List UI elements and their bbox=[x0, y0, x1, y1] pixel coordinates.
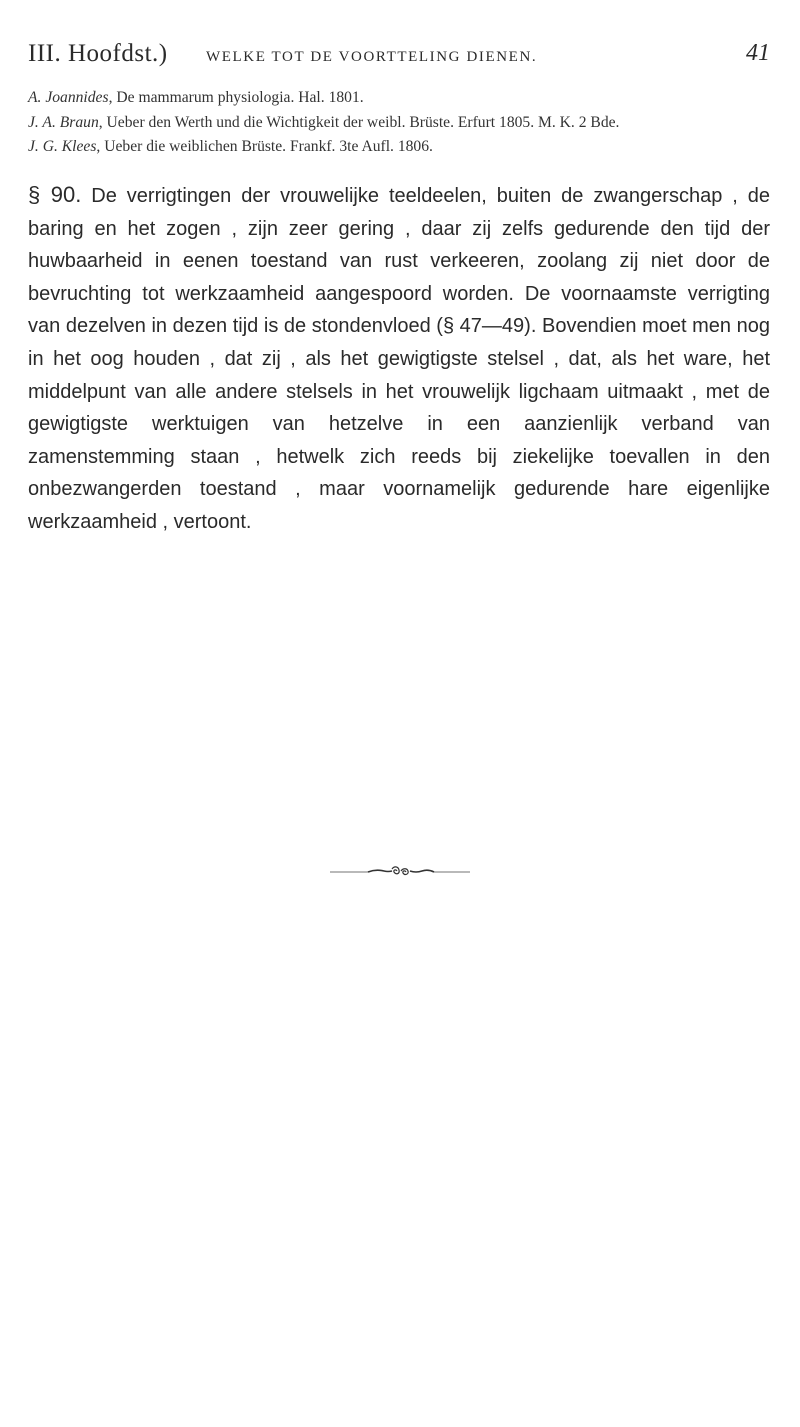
reference-details: , Ueber die weiblichen Brüste. Frankf. 3te Aufl. 1806. bbox=[96, 138, 433, 155]
reference-list bbox=[28, 86, 770, 160]
section-paragraph bbox=[28, 179, 770, 539]
typographic-rule-ornament-icon bbox=[330, 866, 470, 878]
reference-author: J. A. Braun bbox=[28, 113, 99, 131]
chapter-label: III. Hoofdst.) bbox=[28, 40, 168, 67]
reference-author: J. G. Klees bbox=[28, 138, 97, 155]
reference-details: , De mammarum physiologia. Hal. 1801. bbox=[108, 89, 364, 106]
paragraph-text: De verrigtingen der vrouwelijke teeldeelen, buiten de zwangerschap , de baring en het zogen , zijn zeer gering , daar zij zelfs gedurende den tijd der huwbaarheid in eenen toestand van rust verkeeren, zoolang zij niet door de bevruchting tot werkzaamheid aangespoord worden. De voornaamste verrigting van dezelven in dezen tijd is de stondenvloed (§ 47—49). Bovendien moet men nog in het oog houden , dat zij , als het gewigtigste stelsel , dat, als het ware, het middelpunt van alle andere stelsels in het vrouwelijk ligchaam uitmaakt , met de gewigtigste werktuigen van hetzelve in een aanzienlijk verband van zamenstemming staan , hetwelk zich reeds bij ziekelijke toevallen in den onbezwangerden toestand , maar voornamelijk gedurende hare eigenlijke werkzaamheid , vertoont. bbox=[28, 185, 771, 533]
reference-item bbox=[28, 86, 770, 111]
section-number: § 90. bbox=[28, 182, 82, 207]
reference-item bbox=[28, 135, 770, 160]
page-number: 41 bbox=[746, 40, 770, 66]
reference-item bbox=[28, 111, 770, 136]
running-head bbox=[28, 40, 770, 80]
reference-details: , Ueber den Werth und die Wichtigkeit der weibl. Brüste. Erfurt 1805. M. K. 2 Bde. bbox=[98, 113, 620, 131]
reference-author: A. Joannides bbox=[28, 89, 109, 106]
running-title: WELKE TOT DE VOORTTELING DIENEN. bbox=[206, 49, 538, 65]
